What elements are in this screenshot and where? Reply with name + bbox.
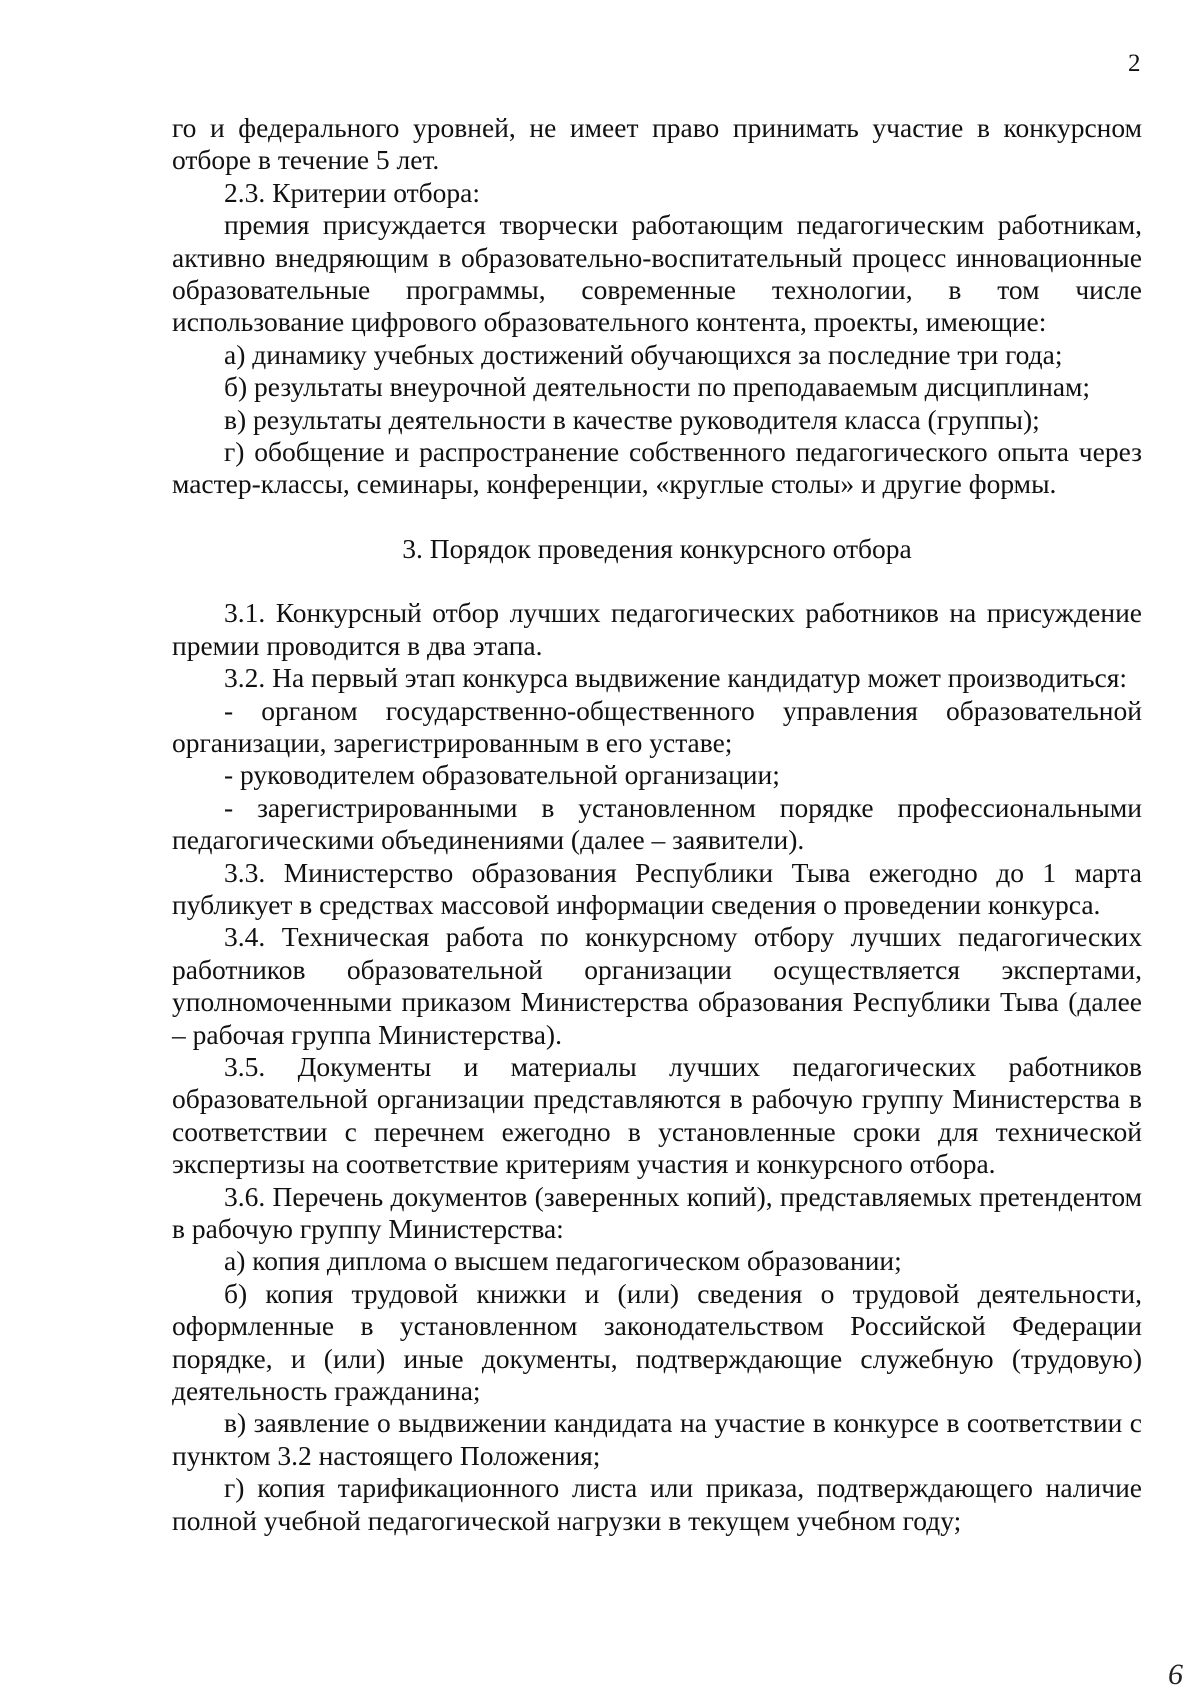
document-body (172, 112, 1142, 1537)
handwritten-page-mark: 6 (1168, 1658, 1183, 1691)
list-item: в) заявление о выдвижении кандидата на участие в конкурсе в соответствии с пунктом 3.2 настоящего Положения; (172, 1407, 1142, 1471)
paragraph: 3.5. Документы и материалы лучших педагогических работников образовательной организации представляются в рабочую группу Министерства в соответствии с перечнем ежегодно в установленные сроки для технической экспертизы на соответствие критериям участия и конкурсного отбора. (172, 1050, 1142, 1180)
paragraph: 2.3. Критерии отбора: (224, 176, 480, 208)
list-item: г) копия тарификационного листа или приказа, подтверждающего наличие полной учебной педагогической нагрузки в текущем учебном году; (172, 1472, 1142, 1536)
paragraph: 3.6. Перечень документов (заверенных копий), представляемых претендентом в рабочую группу Министерства: (172, 1180, 1142, 1244)
paragraph: премия присуждается творчески работающим педагогическим работникам, активно внедряющим в образовательно-воспитательный процесс инновационные образовательные программы, современные технологии, в том числе использование цифрового образовательного контента, проекты, имеющие: (172, 209, 1142, 338)
page-number: 2 (1128, 50, 1141, 77)
list-item: а) динамику учебных достижений обучающихся за последние три года; (224, 338, 1063, 370)
list-item: в) результаты деятельности в качестве руководителя класса (группы); (224, 403, 1040, 435)
list-item: - органом государственно-общественного управления образовательной организации, зарегистрированным в его уставе; (172, 694, 1142, 758)
list-item: б) копия трудовой книжки и (или) сведения о трудовой деятельности, оформленные в установленном законодательством Российской Федерации порядке, и (или) иные документы, подтверждающие служебную (трудовую) деятельность гражданина; (172, 1277, 1142, 1407)
paragraph: 3.3. Министерство образования Республики Тыва ежегодно до 1 марта публикует в средствах массовой информации сведения о проведении конкурса. (172, 856, 1142, 920)
list-item: г) обобщение и распространение собственного педагогического опыта через мастер-классы, семинары, конференции, «круглые столы» и другие формы. (172, 436, 1142, 500)
list-item: - руководителем образовательной организации; (224, 759, 780, 791)
paragraph: го и федерального уровней, не имеет право принимать участие в конкурсном отборе в течение 5 лет. (172, 112, 1142, 176)
list-item: - зарегистрированными в установленном порядке профессиональными педагогическими объединениями (далее – заявители). (172, 791, 1142, 856)
paragraph: 3.2. На первый этап конкурса выдвижение кандидатур может производиться: (224, 662, 1128, 694)
paragraph: 3.4. Техническая работа по конкурсному отбору лучших педагогических работников образовательной организации осуществляется экспертами, уполномоченными приказом Министерства образования Республики Тыва (далее – рабочая группа Министерства). (172, 921, 1142, 1050)
paragraph: 3.1. Конкурсный отбор лучших педагогических работников на присуждение премии проводится в два этапа. (172, 597, 1142, 661)
list-item: б) результаты внеурочной деятельности по преподаваемым дисциплинам; (224, 371, 1091, 403)
list-item: а) копия диплома о высшем педагогическом образовании; (224, 1245, 902, 1277)
section-heading: 3. Порядок проведения конкурсного отбора (402, 532, 912, 564)
